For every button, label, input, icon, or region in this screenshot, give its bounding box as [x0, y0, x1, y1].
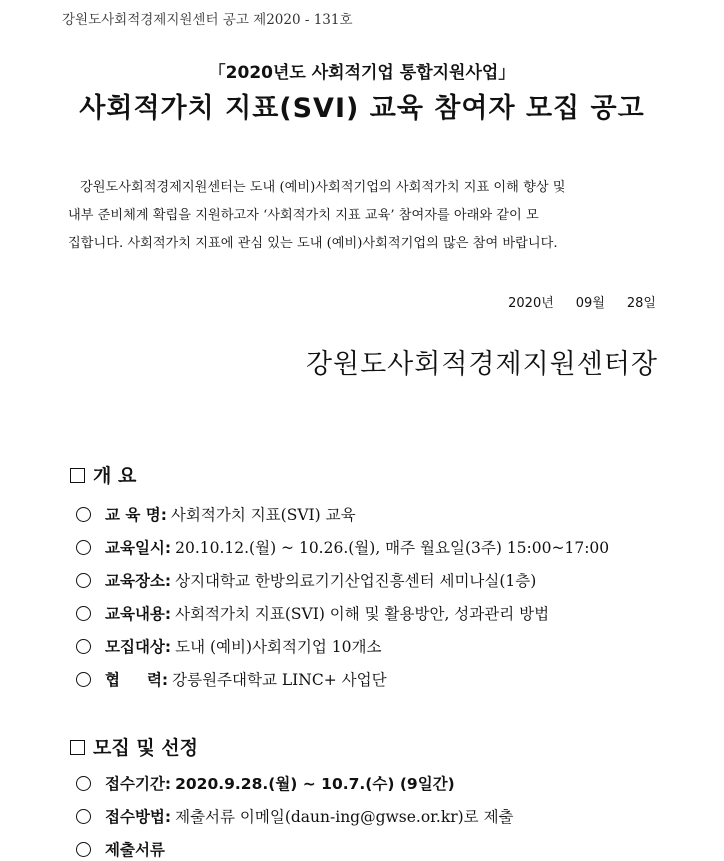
item-label: 교육내용: — [105, 605, 172, 623]
circle-bullet-icon — [76, 573, 91, 588]
signer-name: 강원도사회적경제지원센터장 — [305, 349, 658, 380]
circle-bullet-icon — [76, 842, 91, 857]
overview-item-course-name — [76, 503, 356, 525]
section-overview-heading — [70, 461, 136, 488]
intro-line: 집합니다. 사회적가치 지표에 관심 있는 도내 (예비)사회적기업의 많은 참여 바랍니다. — [68, 236, 558, 251]
announcement-date — [508, 292, 656, 311]
section-heading-text: 모집 및 선정 — [93, 737, 198, 759]
document-title: 사회적가치 지표(SVI) 교육 참여자 모집 공고 — [79, 93, 645, 124]
overview-item-schedule — [76, 536, 609, 558]
circle-bullet-icon — [76, 809, 91, 824]
circle-bullet-icon — [76, 639, 91, 654]
item-value: 2020.9.28.(월) ~ 10.7.(수) (9일간) — [175, 775, 455, 793]
item-value: 사회적가치 지표(SVI) 이해 및 활용방안, 성과관리 방법 — [175, 605, 550, 623]
item-value: 20.10.12.(월) ~ 10.26.(월), 매주 월요일(3주) 15:00~17:00 — [175, 539, 610, 557]
intro-paragraph — [68, 174, 658, 258]
document-subtitle: 「2020년도 사회적기업 통합지원사업」 — [208, 63, 516, 83]
section-heading-text: 개 요 — [93, 465, 137, 487]
item-label: 교 육 명: — [105, 506, 167, 524]
item-label: 모집대상: — [105, 638, 172, 656]
recruit-item-method — [76, 805, 514, 827]
square-bullet-icon — [70, 468, 85, 483]
intro-line: 내부 준비체계 확립을 지원하고자 ‘사회적가치 지표 교육’ 참여자를 아래와 같이 모 — [68, 208, 539, 223]
recruit-item-documents — [76, 838, 169, 860]
item-value: 사회적가치 지표(SVI) 교육 — [170, 506, 356, 524]
circle-bullet-icon — [76, 672, 91, 687]
section-recruit-heading — [70, 733, 198, 760]
item-label: 제출서류 — [105, 841, 165, 859]
circle-bullet-icon — [76, 606, 91, 621]
announcement-number: 강원도사회적경제지원센터 공고 제2020 - 131호 — [62, 12, 353, 28]
circle-bullet-icon — [76, 507, 91, 522]
square-bullet-icon — [70, 740, 85, 755]
circle-bullet-icon — [76, 776, 91, 791]
item-value: 제출서류 이메일(daun-ing@gwse.or.kr)로 제출 — [175, 808, 514, 826]
item-label: 접수기간: — [105, 775, 172, 793]
date-year: 2020년 — [508, 296, 554, 311]
intro-line: 강원도사회적경제지원센터는 도내 (예비)사회적기업의 사회적가치 지표 이해 향상 및 — [80, 180, 566, 195]
item-value: 도내 (예비)사회적기업 10개소 — [175, 638, 382, 656]
item-value: 상지대학교 한방의료기기산업진흥센터 세미나실(1층) — [175, 572, 537, 590]
item-value: 강릉원주대학교 LINC+ 사업단 — [172, 671, 387, 689]
item-label: 접수방법: — [105, 808, 172, 826]
item-label: 협 력: — [105, 671, 169, 689]
circle-bullet-icon — [76, 540, 91, 555]
overview-item-location — [76, 569, 536, 591]
date-month: 09월 — [575, 296, 605, 311]
item-label: 교육장소: — [105, 572, 172, 590]
overview-item-target — [76, 635, 381, 657]
date-day: 28일 — [626, 296, 656, 311]
recruit-item-period — [76, 772, 455, 794]
overview-item-cooperation — [76, 668, 387, 690]
item-label: 교육일시: — [105, 539, 172, 557]
overview-item-content — [76, 602, 549, 624]
